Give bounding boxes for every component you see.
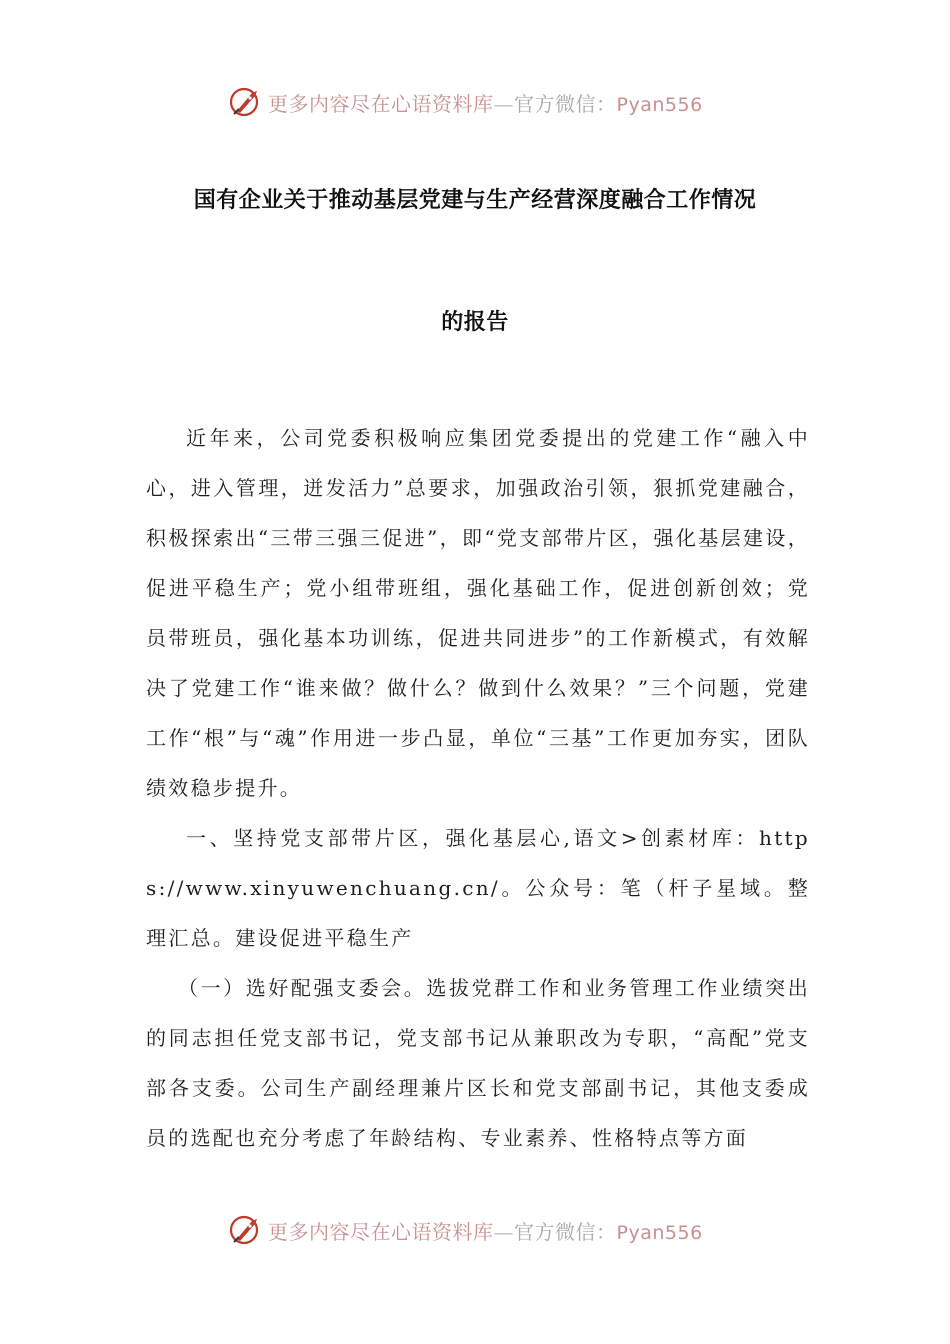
- watermark-wechat-id: Pyan556: [616, 1221, 703, 1244]
- watermark-wechat-label: 官方微信：: [514, 1219, 617, 1244]
- pen-nib-logo-icon: [228, 84, 264, 120]
- body-paragraph-subsection-1: （一）选好配强支委会。选拔党群工作和业务管理工作业绩突出的同志担任党支部书记，党支部书记从兼职改为专职，“高配”党支部各支委。公司生产副经理兼片区长和党支部副书记，其他支委成员的选配也充分考虑了年龄结构、专业素养、性格特点等方面: [146, 976, 810, 1150]
- watermark-header: [228, 82, 748, 122]
- watermark-wechat-label: 官方微信：: [514, 91, 617, 116]
- watermark-separator: —: [493, 91, 514, 116]
- watermark-wechat-id: Pyan556: [616, 93, 703, 116]
- body-paragraph-intro: 近年来，公司党委积极响应集团党委提出的党建工作“融入中心，进入管理，迸发活力”总要求，加强政治引领，狠抓党建融合，积极探索出“三带三强三促进”，即“党支部带片区，强化基层建设，促进平稳生产；党小组带班组，强化基础工作，促进创新创效；党员带班员，强化基本功训练，促进共同进步”的工作新模式，有效解决了党建工作“谁来做？做什么？做到什么效果？”三个问题，党建工作“根”与“魂”作用进一步凸显，单位“三基”工作更加夯实，团队绩效稳步提升。: [146, 426, 810, 800]
- watermark-main-text: 更多内容尽在心语资料库: [268, 1219, 494, 1244]
- watermark-footer: [228, 1210, 748, 1250]
- watermark-main-text: 更多内容尽在心语资料库: [268, 91, 494, 116]
- watermark-separator: —: [493, 1219, 514, 1244]
- document-title-line-2: 的报告: [441, 310, 509, 335]
- document-body: [146, 413, 810, 1163]
- document-title-line-1: 国有企业关于推动基层党建与生产经营深度融合工作情况: [193, 188, 757, 213]
- pen-nib-logo-icon: [228, 1212, 264, 1248]
- body-paragraph-section-1: 一、坚持党支部带片区，强化基层心,语文>创素材库：https://www.xinyuwenchuang.cn/。公众号：笔（杆子星域。整理汇总。建设促进平稳生产: [146, 826, 810, 950]
